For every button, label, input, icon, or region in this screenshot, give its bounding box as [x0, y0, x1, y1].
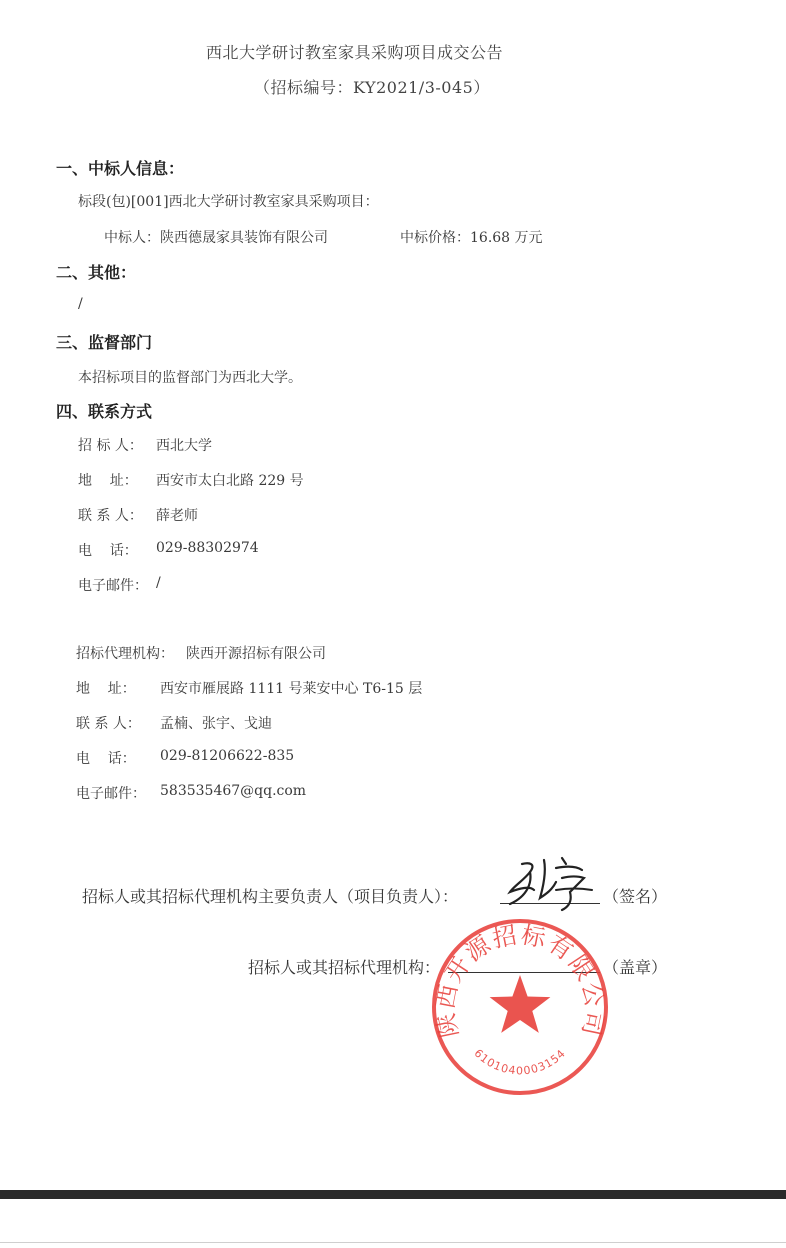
signature-line1-label: 招标人或其招标代理机构主要负责人（项目负责人）：: [82, 887, 459, 906]
tenderer-contact-value: 薛老师: [156, 508, 198, 524]
agency-phone-label: 电 话：: [76, 751, 136, 767]
section1-heading: 一、中标人信息：: [56, 159, 185, 178]
agency-name-label: 招标代理机构：: [76, 646, 174, 662]
tenderer-address-label: 地 址：: [78, 473, 138, 489]
tenderer-email-label: 电子邮件：: [78, 578, 148, 594]
agency-contact-label: 联 系 人：: [76, 716, 141, 732]
section2-content: /: [78, 296, 83, 312]
signature-line2-label: 招标人或其招标代理机构：: [248, 958, 441, 977]
section2-heading: 二、其他：: [56, 263, 137, 282]
svg-text:陕西开源招标有限公司: 陕西开源招标有限公司: [431, 920, 609, 1041]
price-label: 中标价格：16.68 万元: [400, 230, 543, 246]
tenderer-contact-label: 联 系 人：: [78, 508, 143, 524]
agency-name-value: 陕西开源招标有限公司: [186, 646, 326, 662]
signature-line1-suffix: （签名）: [603, 887, 668, 906]
section4-heading: 四、联系方式: [56, 402, 153, 421]
tenderer-address-value: 西安市太白北路 229 号: [156, 473, 304, 489]
tenderer-name-label: 招 标 人：: [78, 438, 143, 454]
agency-contact-value: 孟楠、张宇、戈迪: [160, 716, 272, 732]
tenderer-phone-value: 029-88302974: [156, 540, 259, 556]
agency-email-label: 电子邮件：: [76, 786, 146, 802]
svg-text:6101040003154: 6101040003154: [471, 1046, 569, 1078]
tenderer-name-value: 西北大学: [156, 438, 212, 454]
company-seal: [430, 917, 610, 1097]
document-subtitle: （招标编号：KY2021/3-045）: [254, 78, 490, 97]
document-title: 西北大学研讨教室家具采购项目成交公告: [206, 43, 504, 62]
signature-line2-suffix: （盖章）: [603, 958, 668, 977]
page-bottom-divider: [0, 1242, 786, 1243]
agency-phone-value: 029-81206622-835: [160, 748, 295, 764]
section3-heading: 三、监督部门: [56, 333, 153, 352]
tenderer-email-value: /: [156, 575, 161, 591]
agency-address-label: 地 址：: [76, 681, 136, 697]
page-bottom-bar: [0, 1190, 786, 1199]
section3-content: 本招标项目的监督部门为西北大学。: [78, 370, 302, 386]
lot-line: 标段(包)[001]西北大学研讨教室家具采购项目：: [78, 194, 379, 210]
agency-address-value: 西安市雁展路 1111 号莱安中心 T6-15 层: [160, 681, 423, 697]
handwritten-signature: [500, 852, 600, 914]
winner-label: 中标人：陕西德晟家具装饰有限公司: [104, 230, 328, 246]
tenderer-phone-label: 电 话：: [78, 543, 138, 559]
agency-email-value: 583535467@qq.com: [160, 783, 307, 799]
